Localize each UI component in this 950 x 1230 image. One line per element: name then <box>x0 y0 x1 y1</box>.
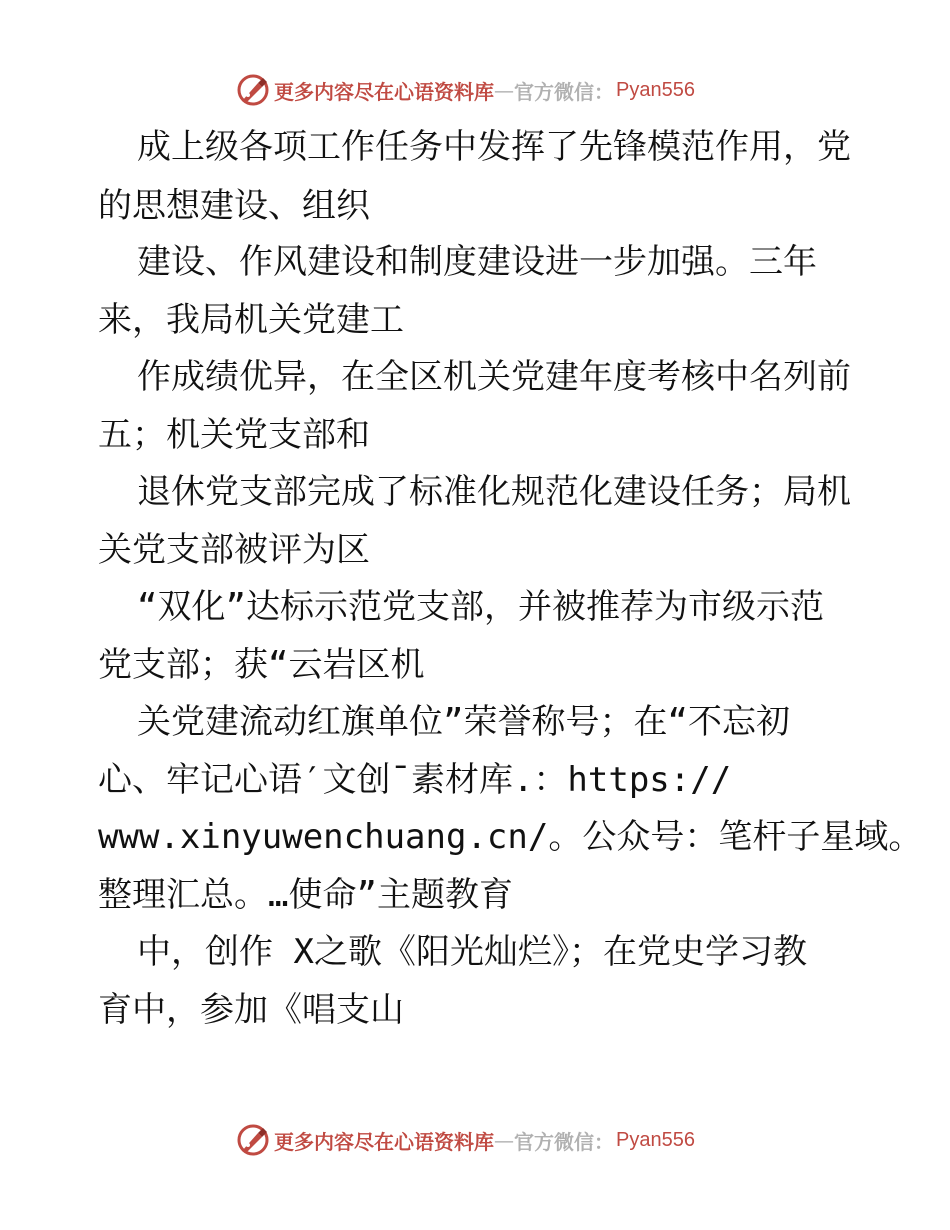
body-line: 党支部；获“云岩区机 <box>98 645 425 685</box>
body-line: 成上级各项工作任务中发挥了先锋模范作用，党 <box>137 127 851 167</box>
body-line: 作成绩优异，在全区机关党建年度考核中名列前 <box>137 357 851 397</box>
body-line: 退休党支部完成了标准化规范化建设任务；局机 <box>137 472 851 512</box>
body-line: 中，创作 X之歌《阳光灿烂》；在党史学习教 <box>137 932 807 972</box>
body-line: “双化”达标示范党支部，并被推荐为市级示范 <box>137 587 824 627</box>
banner-wechat-id: Pyan556 <box>616 1128 695 1151</box>
banner-site-text: 更多内容尽在心语资料库 <box>274 1129 494 1154</box>
banner-dash: — <box>494 1128 514 1152</box>
body-line: 关党建流动红旗单位”荣誉称号；在“不忘初 <box>137 702 790 742</box>
body-line: 育中，参加《唱支山 <box>98 990 404 1030</box>
footer-banner <box>236 1122 695 1158</box>
banner-wechat-id: Pyan556 <box>616 78 695 101</box>
banner-wechat-label: 官方微信： <box>514 79 614 104</box>
body-line: 整理汇总。…使命”主题教育 <box>98 875 513 915</box>
body-line: 来，我局机关党建工 <box>98 300 404 340</box>
pen-logo-icon <box>236 1123 270 1157</box>
banner-dash: — <box>494 78 514 102</box>
body-line: 的思想建设、组织 <box>98 186 370 226</box>
banner-site-text: 更多内容尽在心语资料库 <box>274 79 494 104</box>
body-line: 关党支部被评为区 <box>98 530 370 570</box>
banner-wechat-label: 官方微信： <box>514 1129 614 1154</box>
body-line: 建设、作风建设和制度建设进一步加强。三年 <box>137 242 817 282</box>
body-line: 五；机关党支部和 <box>98 415 370 455</box>
body-line: www.xinyuwenchuang.cn/。公众号：笔杆子星域。 <box>98 817 923 857</box>
body-line: 心、牢记心语′文创¯素材库.：https:// <box>98 760 732 800</box>
